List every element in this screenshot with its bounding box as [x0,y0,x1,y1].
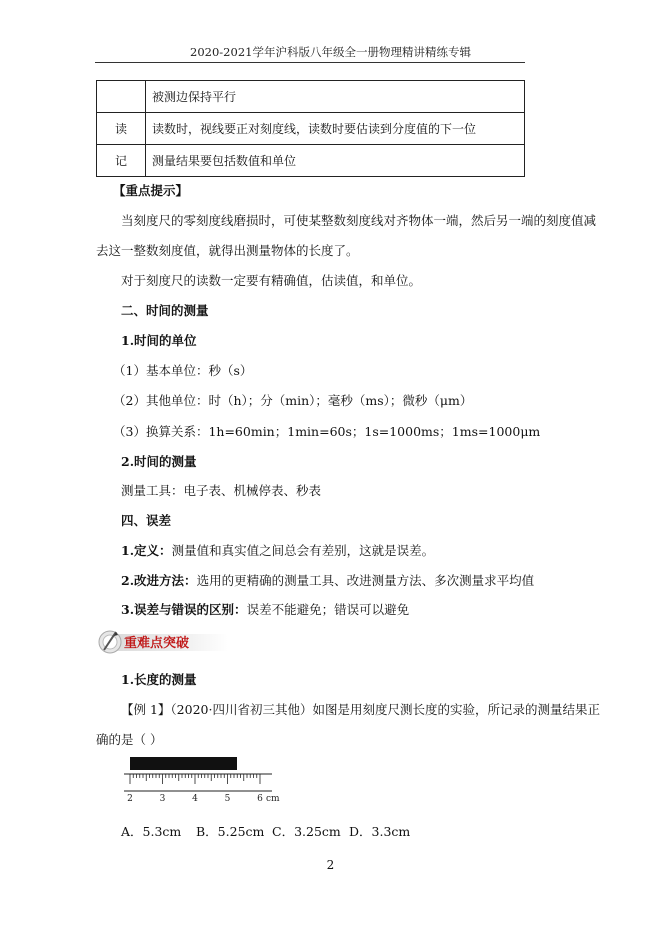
table-row [97,81,525,113]
key-tip-paragraph-line: 去这一整数刻度值，就得出测量物体的长度了。 [96,243,359,258]
key-tip-title: 【重点提示】 [113,183,189,198]
error-difference [121,600,409,618]
section-heading-time: 二、时间的测量 [121,303,209,318]
ruler-tick-label: 4 [192,794,198,804]
ruler-tick-label: 3 [159,794,166,804]
error-definition [121,541,434,559]
table-row [97,113,525,145]
error-definition-label: 1.定义： [121,543,172,558]
error-difference-text: 误差不能避免；错误可以避免 [246,602,410,617]
table-cell-text: 测量结果要包括数值和单位 [146,145,525,177]
table-cell-text: 被测边保持平行 [146,81,525,113]
example-question-line: 确的是（ ） [96,732,163,747]
measured-block [130,757,237,770]
subheading-time-measure: 2.时间的测量 [121,454,197,469]
table-cell-label [97,81,146,113]
error-improvement-label: 2.改进方法： [121,573,197,588]
table-cell-label: 记 [97,145,146,177]
answer-option: C．3.25cm [272,824,341,839]
ruler-tick-label: 6 [257,794,263,804]
key-tip-paragraph: 对于刻度尺的读数一定要有精确值，估读值，和单位。 [121,273,422,288]
table-cell-label: 读 [97,113,146,145]
time-unit-conversion: （3）换算关系：1h=60min；1min=60s；1s=1000ms；1ms=1000μm [113,424,541,439]
ruler-ticks [130,774,260,784]
error-improvement [121,571,534,589]
ruler-tick-label: 5 [224,794,231,804]
answer-option: B．5.25cm [196,824,265,839]
ruler-unit-label: cm [266,794,280,804]
key-difficulty-banner [98,628,230,656]
answer-option: D．3.3cm [349,824,411,839]
ruler-tick-label: 2 [127,794,133,804]
page-number: 2 [326,858,335,872]
error-difference-label: 3.误差与错误的区别： [121,602,247,617]
example-question-line: 【例 1】（2020·四川省初三其他）如图是用刻度尺测长度的实验，所记录的测量结果正 [121,702,600,717]
page-header: 2020-2021学年沪科版八年级全一册物理精讲精练专辑 [190,45,471,59]
banner-label: 重难点突破 [124,636,190,651]
ruler-figure [122,755,282,807]
subheading-length-measure: 1.长度的测量 [121,672,197,687]
section-heading-error: 四、误差 [121,513,172,528]
time-unit-basic: （1）基本单位：秒（s） [113,363,253,378]
table-cell-text: 读数时，视线要正对刻度线，读数时要估读到分度值的下一位 [146,113,525,145]
measurement-table [96,80,525,177]
subheading-time-units: 1.时间的单位 [121,333,197,348]
error-definition-text: 测量值和真实值之间总会有差别，这就是误差。 [171,543,435,558]
time-unit-other: （2）其他单位：时（h）；分（min）；毫秒（ms）；微秒（μm） [113,393,473,408]
key-tip-paragraph-line: 当刻度尺的零刻度线磨损时，可使某整数刻度线对齐物体一端，然后另一端的刻度值减 [121,213,597,228]
error-improvement-text: 选用的更精确的测量工具、改进测量方法、多次测量求平均值 [196,573,535,588]
answer-option: A．5.3cm [121,824,182,839]
ruler-svg [122,755,282,807]
table-row [97,145,525,177]
time-tools: 测量工具：电子表、机械停表、秒表 [121,483,322,498]
header-divider [95,62,525,63]
ruler-labels [127,794,263,804]
